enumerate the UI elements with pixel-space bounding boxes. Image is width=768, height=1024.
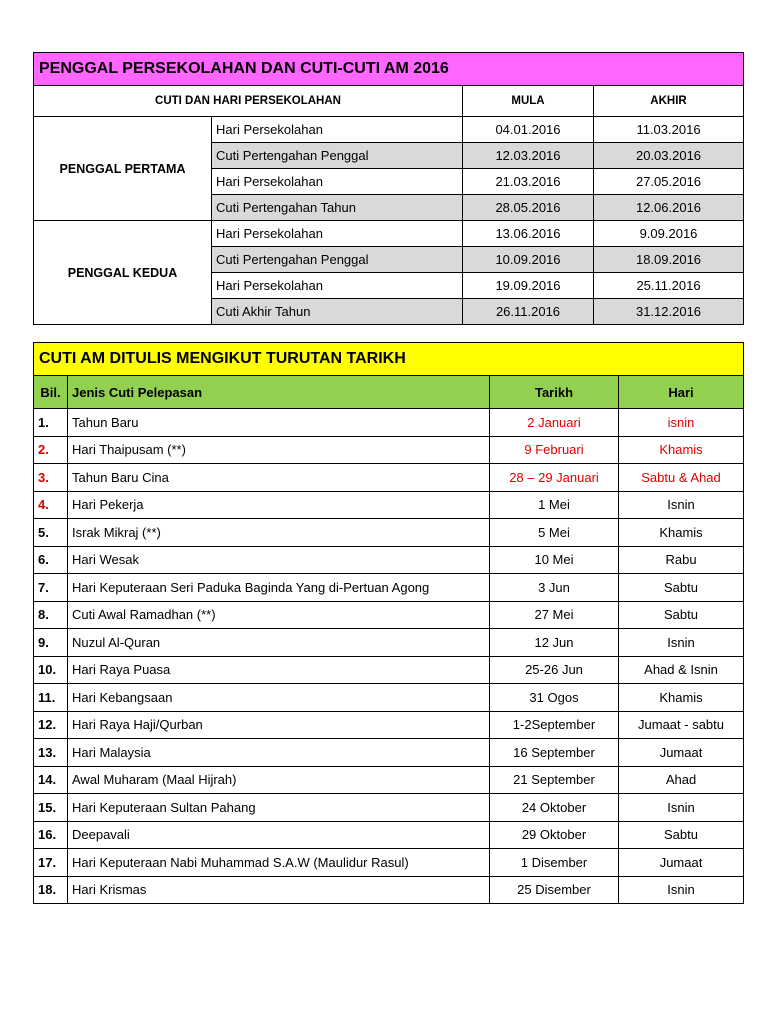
holiday-date: 3 Jun — [490, 574, 619, 602]
holiday-number: 2. — [34, 436, 68, 464]
holiday-day: Sabtu — [619, 821, 744, 849]
holiday-number: 18. — [34, 876, 68, 904]
holiday-row — [34, 519, 744, 547]
holiday-row — [34, 629, 744, 657]
holiday-row — [34, 409, 744, 437]
holiday-name: Awal Muharam (Maal Hijrah) — [68, 766, 490, 794]
holiday-row — [34, 436, 744, 464]
holiday-row — [34, 464, 744, 492]
holiday-number: 14. — [34, 766, 68, 794]
term-name: PENGGAL PERTAMA — [34, 117, 212, 221]
holiday-date: 31 Ogos — [490, 684, 619, 712]
end-date: 9.09.2016 — [594, 221, 744, 247]
school-terms-table — [33, 52, 744, 325]
holiday-row — [34, 684, 744, 712]
end-date: 27.05.2016 — [594, 169, 744, 195]
end-date: 25.11.2016 — [594, 273, 744, 299]
period-header: CUTI DAN HARI PERSEKOLAHAN — [34, 86, 463, 117]
holidays-table-title: CUTI AM DITULIS MENGIKUT TURUTAN TARIKH — [34, 343, 744, 376]
holiday-row — [34, 656, 744, 684]
holiday-day: Isnin — [619, 629, 744, 657]
number-header: Bil. — [34, 376, 68, 409]
holiday-date: 10 Mei — [490, 546, 619, 574]
holiday-number: 1. — [34, 409, 68, 437]
holiday-name: Tahun Baru Cina — [68, 464, 490, 492]
period-label: Cuti Pertengahan Tahun — [212, 195, 463, 221]
holiday-name: Nuzul Al-Quran — [68, 629, 490, 657]
holiday-name: Hari Keputeraan Nabi Muhammad S.A.W (Maulidur Rasul) — [68, 849, 490, 877]
holiday-row — [34, 821, 744, 849]
holiday-name: Israk Mikraj (**) — [68, 519, 490, 547]
period-label: Hari Persekolahan — [212, 273, 463, 299]
holiday-number: 16. — [34, 821, 68, 849]
holiday-date: 21 September — [490, 766, 619, 794]
holiday-date: 1 Disember — [490, 849, 619, 877]
end-date: 12.06.2016 — [594, 195, 744, 221]
start-date: 21.03.2016 — [463, 169, 594, 195]
holiday-row — [34, 546, 744, 574]
holiday-name: Hari Keputeraan Sultan Pahang — [68, 794, 490, 822]
holiday-name-header: Jenis Cuti Pelepasan — [68, 376, 490, 409]
holiday-day: Jumaat — [619, 739, 744, 767]
holiday-date: 1-2September — [490, 711, 619, 739]
day-header: Hari — [619, 376, 744, 409]
period-label: Cuti Pertengahan Penggal — [212, 247, 463, 273]
start-header: MULA — [463, 86, 594, 117]
holiday-date: 24 Oktober — [490, 794, 619, 822]
holiday-date: 1 Mei — [490, 491, 619, 519]
period-label: Hari Persekolahan — [212, 117, 463, 143]
term-name: PENGGAL KEDUA — [34, 221, 212, 325]
holiday-day: Ahad — [619, 766, 744, 794]
holiday-day: Khamis — [619, 436, 744, 464]
holiday-name: Tahun Baru — [68, 409, 490, 437]
holiday-number: 8. — [34, 601, 68, 629]
holiday-day: Jumaat — [619, 849, 744, 877]
holiday-date: 27 Mei — [490, 601, 619, 629]
holiday-number: 10. — [34, 656, 68, 684]
holiday-day: Khamis — [619, 519, 744, 547]
holiday-name: Hari Wesak — [68, 546, 490, 574]
end-date: 31.12.2016 — [594, 299, 744, 325]
holiday-date: 28 – 29 Januari — [490, 464, 619, 492]
holiday-name: Hari Pekerja — [68, 491, 490, 519]
holiday-row — [34, 849, 744, 877]
holiday-number: 11. — [34, 684, 68, 712]
holiday-date: 25 Disember — [490, 876, 619, 904]
holiday-name: Hari Raya Puasa — [68, 656, 490, 684]
holiday-number: 17. — [34, 849, 68, 877]
start-date: 28.05.2016 — [463, 195, 594, 221]
holiday-day: Jumaat - sabtu — [619, 711, 744, 739]
holiday-name: Hari Thaipusam (**) — [68, 436, 490, 464]
holiday-date: 16 September — [490, 739, 619, 767]
holiday-row — [34, 574, 744, 602]
holiday-day: Isnin — [619, 491, 744, 519]
holiday-row — [34, 601, 744, 629]
holiday-name: Cuti Awal Ramadhan (**) — [68, 601, 490, 629]
holiday-day: Rabu — [619, 546, 744, 574]
start-date: 10.09.2016 — [463, 247, 594, 273]
holiday-number: 5. — [34, 519, 68, 547]
holiday-number: 12. — [34, 711, 68, 739]
holiday-day: Sabtu — [619, 574, 744, 602]
holiday-row — [34, 711, 744, 739]
period-label: Hari Persekolahan — [212, 169, 463, 195]
term-row — [34, 221, 744, 247]
holiday-number: 13. — [34, 739, 68, 767]
period-label: Hari Persekolahan — [212, 221, 463, 247]
holiday-row — [34, 794, 744, 822]
start-date: 19.09.2016 — [463, 273, 594, 299]
end-date: 20.03.2016 — [594, 143, 744, 169]
term-row — [34, 117, 744, 143]
holiday-row — [34, 766, 744, 794]
end-date: 18.09.2016 — [594, 247, 744, 273]
holiday-day: Isnin — [619, 794, 744, 822]
holiday-day: Isnin — [619, 876, 744, 904]
holiday-number: 4. — [34, 491, 68, 519]
holiday-day: Khamis — [619, 684, 744, 712]
holiday-date: 12 Jun — [490, 629, 619, 657]
start-date: 13.06.2016 — [463, 221, 594, 247]
holiday-number: 7. — [34, 574, 68, 602]
holiday-date: 29 Oktober — [490, 821, 619, 849]
holiday-day: Ahad & Isnin — [619, 656, 744, 684]
period-label: Cuti Akhir Tahun — [212, 299, 463, 325]
holiday-day: isnin — [619, 409, 744, 437]
holiday-name: Hari Keputeraan Seri Paduka Baginda Yang di-Pertuan Agong — [68, 574, 490, 602]
holiday-number: 9. — [34, 629, 68, 657]
holiday-number: 6. — [34, 546, 68, 574]
start-date: 26.11.2016 — [463, 299, 594, 325]
holiday-date: 2 Januari — [490, 409, 619, 437]
holiday-number: 15. — [34, 794, 68, 822]
public-holidays-table — [33, 342, 744, 904]
holiday-row — [34, 876, 744, 904]
holiday-name: Hari Raya Haji/Qurban — [68, 711, 490, 739]
date-header: Tarikh — [490, 376, 619, 409]
holiday-date: 25-26 Jun — [490, 656, 619, 684]
holiday-row — [34, 739, 744, 767]
start-date: 12.03.2016 — [463, 143, 594, 169]
period-label: Cuti Pertengahan Penggal — [212, 143, 463, 169]
holiday-name: Hari Kebangsaan — [68, 684, 490, 712]
holiday-date: 5 Mei — [490, 519, 619, 547]
start-date: 04.01.2016 — [463, 117, 594, 143]
holiday-number: 3. — [34, 464, 68, 492]
holiday-date: 9 Februari — [490, 436, 619, 464]
holiday-name: Deepavali — [68, 821, 490, 849]
end-header: AKHIR — [594, 86, 744, 117]
holiday-name: Hari Malaysia — [68, 739, 490, 767]
holiday-name: Hari Krismas — [68, 876, 490, 904]
holiday-day: Sabtu — [619, 601, 744, 629]
end-date: 11.03.2016 — [594, 117, 744, 143]
holiday-row — [34, 491, 744, 519]
terms-table-title: PENGGAL PERSEKOLAHAN DAN CUTI-CUTI AM 2016 — [34, 53, 744, 86]
holiday-day: Sabtu & Ahad — [619, 464, 744, 492]
